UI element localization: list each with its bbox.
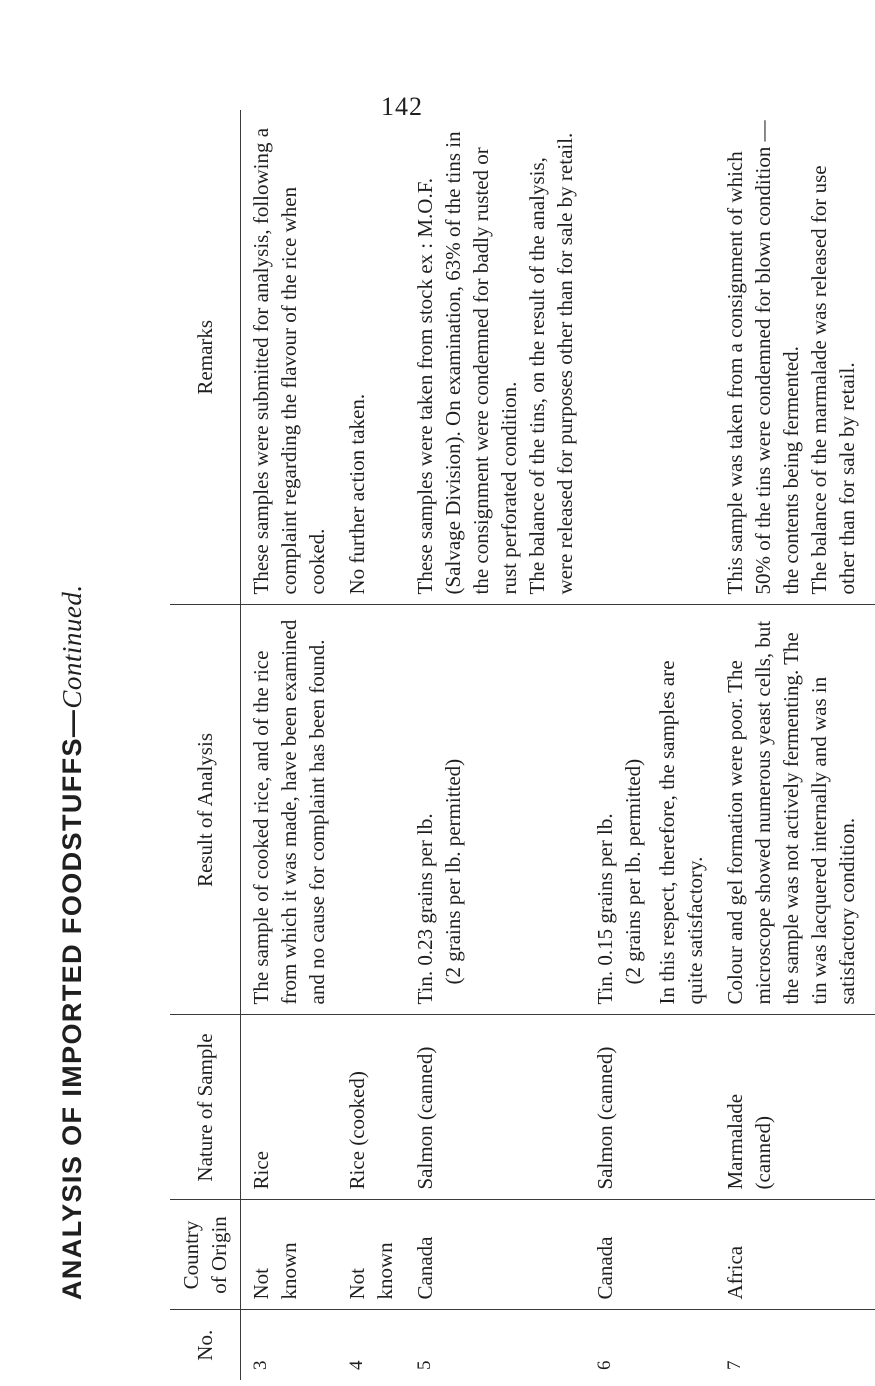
running-head [52,584,92,1300]
result-of-analysis [337,605,405,1015]
nature-of-sample: Marmalade (canned) [715,1015,875,1200]
result-line: Tin. 0.23 grains per lb. [412,813,437,1005]
header-no: No. [192,1329,217,1361]
remarks-paragraph: The balance of the marmalade was released for use other than for sale by retail. [806,165,859,595]
country-of-origin: Africa [715,1200,875,1310]
header-nature-of-sample: Nature of Sample [170,1015,240,1200]
nature-of-sample: Rice (cooked) [337,1015,405,1200]
nature-of-sample: Salmon (canned) [405,1015,585,1200]
remarks [240,110,337,605]
running-head-title: ANALYSIS OF IMPORTED FOODSTUFFS [57,737,87,1300]
analysis-table-rotated [170,110,859,1380]
result-of-analysis [715,605,875,1015]
result-paragraph: In this respect, therefore, the samples are quite satisfactory. [654,660,707,1005]
country-of-origin: Not known [240,1200,337,1310]
country-of-origin: Canada [405,1200,585,1310]
result-of-analysis [585,605,715,1015]
table-row [240,110,337,1380]
remarks-paragraph: This sample was taken from a consignment of which 50% of the tins were condemned for blown condition —the contents being fermented. [722,120,803,595]
remarks [337,110,405,605]
remarks [405,110,585,605]
remarks-paragraph: These samples were taken from stock ex : M.O.F. (Salvage Division). On examination, 63% of the tins in the consignment were condemned for badly rusted or rust perforated condition. [412,131,521,595]
country-of-origin: Canada [585,1200,715,1310]
table-body [240,110,875,1380]
running-head-continued: Continued. [57,584,87,709]
remarks-paragraph: No further action taken. [344,393,369,595]
result-line: (2 grains per lb. permitted) [440,758,465,985]
table-row [715,110,875,1380]
running-head-dash: — [57,708,87,738]
table-row [585,110,715,1380]
row-number: 6 [593,1360,615,1370]
table-row [337,110,405,1380]
page-number: 142 [381,92,423,121]
result-paragraph: Colour and gel formation were poor. The microscope showed numerous yeast cells, but the sample was not actively fermenting. The tin was lacquered internally and was in satisfactory condition. [722,620,859,1005]
result-line: Tin. 0.15 grains per lb. [592,813,617,1005]
row-number: 4 [345,1360,367,1370]
nature-of-sample: Rice [240,1015,337,1200]
nature-of-sample: Salmon (canned) [585,1015,715,1200]
remarks [585,110,715,605]
remarks-paragraph: The balance of the tins, on the result of the analysis, were released for purposes other than for sale by retail. [524,132,577,595]
row-number: 3 [249,1360,271,1370]
remarks [715,110,875,605]
result-line: (2 grains per lb. permitted) [620,758,645,985]
table-header [170,110,240,1380]
remarks-paragraph: These samples were submitted for analysis, following a complaint regarding the flavour of the rice when cooked. [248,127,329,595]
header-result-of-analysis: Result of Analysis [170,605,240,1015]
analysis-table [170,110,875,1380]
row-number: 5 [413,1360,435,1370]
header-remarks: Remarks [170,110,240,605]
result-paragraph: The sample of cooked rice, and of the rice from which it was made, have been examined and no cause for complaint has been found. [248,619,329,1005]
result-of-analysis [240,605,337,1015]
row-number: 7 [723,1360,745,1370]
country-of-origin: Not known [337,1200,405,1310]
table-row [405,110,585,1380]
header-country-of-origin: Country of Origin [170,1200,240,1310]
result-of-analysis [405,605,585,1015]
